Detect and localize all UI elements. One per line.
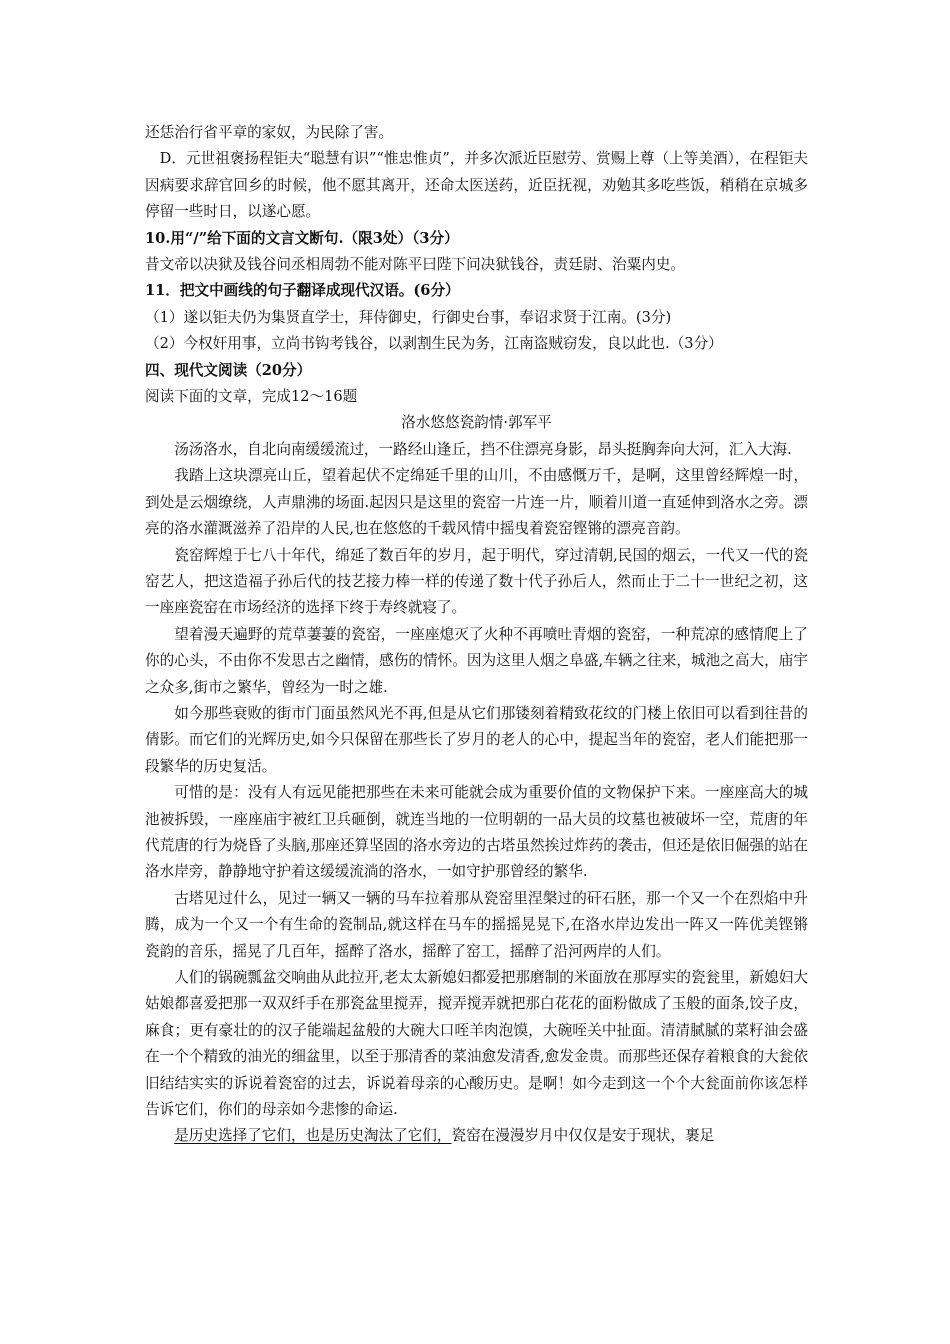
section-4-heading: 四、现代文阅读（20分） bbox=[145, 361, 312, 379]
page-content bbox=[145, 120, 808, 1150]
article-paragraph: 人们的锅碗瓢盆交响曲从此拉开,老太太新媳妇都爱把那磨制的米面放在那厚实的瓷瓮里，新媳妇大姑娘都喜爱把那一双双纤手在那瓷盆里搅弄，搅弄搅弄就把那白花花的面粉做成了玉般的面条,饺子皮，麻食；更有豪壮的的汉子能端起盆般的大碗大口咥羊肉泡馍，大碗咥关中扯面。清清腻腻的菜籽油会盛在一个个精致的油光的细盆里，以至于那清香的菜油愈发清香,愈发金贵。而那些还保存着粮食的大瓮依旧结结实实的诉说着瓷窑的过去，诉说着母亲的心酸历史。是啊！如今走到这一个个大瓮面前你该怎样告诉它们，你们的母亲如今悲惨的命运. bbox=[145, 969, 808, 1119]
option-d: D．元世祖褒扬程钜夫“聪慧有识”“惟忠惟贞”，并多次派近臣慰劳、赏赐上尊（上等美酒），在程钜夫因病要求辞官回乡的时候，他不愿其离开，还命太医送药，近臣抚视，劝勉其多吃些饭，稍稍在京城多停留一些时日，以遂心愿。 bbox=[145, 150, 808, 221]
article-paragraph: 我踏上这块漂亮山丘，望着起伏不定绵延千里的山川，不由感慨万千，是啊，这里曾经辉煌一时，到处是云烟缭绕，人声鼎沸的场面.起因只是这里的瓷窑一片连一片，顺着川道一直延伸到洛水之旁。漂亮的洛水灌溉滋养了沿岸的人民,也在悠悠的千载风情中摇曳着瓷窑铿锵的漂亮音韵。 bbox=[145, 467, 808, 538]
article-paragraph: 可惜的是：没有人有远见能把那些在未来可能就会成为重要价值的文物保护下来。一座座高大的城池被拆毁，一座座庙宇被红卫兵砸倒，就连当地的一位明朝的一品大员的坟墓也被破坏一空，荒唐的年代荒唐的行为烧昏了头脑,那座还算坚固的洛水旁边的古塔虽然挨过炸药的袭击，但还是依旧倔强的站在洛水岸旁，静静地守护着这缓缓流淌的洛水，一如守护那曾经的繁华. bbox=[145, 784, 808, 881]
underlined-sentence: 是历史选择了它们，也是历史淘汰了它们， bbox=[174, 1127, 452, 1145]
carry-over-line: 还恁治行省平章的家奴，为民除了害。 bbox=[145, 124, 394, 141]
question-10-text: 昔文帝以决狱及钱谷问丞相周勃不能对陈平曰陛下问决狱钱谷，责廷尉、治粟内史。 bbox=[145, 256, 685, 274]
article-paragraph: 如今那些衰败的街市门面虽然风光不再,但是从它们那镂刻着精致花纹的门楼上依旧可以看到往昔的倩影。而它们的光辉历史,如今只保留在那些长了岁月的老人的心中，提起当年的瓷窑，老人们能把那一段繁华的历史复活。 bbox=[145, 704, 808, 775]
article-paragraph: 古塔见过什么，见过一辆又一辆的马车拉着那从瓷窑里涅槃过的矸石胚，那一个又一个在烈焰中升腾，成为一个又一个有生命的瓷制品,就这样在马车的摇摇晃晃下,在洛水岸边发出一阵又一阵优美铿锵瓷韵的音乐，摇晃了几百年，摇醉了洛水，摇醉了窑工，摇醉了沿河两岸的人们。 bbox=[145, 889, 808, 960]
article-paragraph: 瓷窑辉煌于七八十年代，绵延了数百年的岁月，起于明代，穿过清朝,民国的烟云，一代又一代的瓷窑艺人，把这造福子孙后代的技艺接力棒一样的传递了数十代子孙后人，然而止于二十一世纪之初，这一座座瓷窑在市场经济的选择下终于寿终就寝了。 bbox=[145, 546, 808, 617]
article-paragraph: 望着漫天遍野的荒草萋萋的瓷窑，一座座熄灭了火种不再喷吐青烟的瓷窑，一种荒凉的感情爬上了你的心头，不由你不发思古之幽情，感伤的情怀。因为这里人烟之阜盛,车辆之往来，城池之高大，庙宇之众多,街市之繁华，曾经为一时之雄. bbox=[145, 625, 808, 696]
question-11-heading: 11．把文中画线的句子翻译成现代汉语。(6分） bbox=[145, 282, 460, 300]
question-11-item-2: （2）今权奸用事，立尚书钩考钱谷，以剥割生民为务，江南盗贼窃发，良以此也.（3分） bbox=[145, 335, 723, 353]
reading-instruction: 阅读下面的文章，完成12～16题 bbox=[145, 388, 358, 406]
question-11-item-1: （1）遂以钜夫仍为集贤直学士，拜侍御史，行御史台事，奉诏求贤于江南。(3分) bbox=[145, 308, 672, 326]
article-paragraph-last bbox=[145, 1123, 808, 1149]
paragraph-continuation: 瓷窑在漫漫岁月中仅仅是安于现状，裹足 bbox=[451, 1127, 715, 1145]
article-title: 洛水悠悠瓷韵情·郭军平 bbox=[401, 414, 552, 432]
article-paragraph: 汤汤洛水，自北向南缓缓流过，一路经山逢丘，挡不住漂亮身影，昂头挺胸奔向大河，汇入大海. bbox=[174, 440, 792, 458]
question-10-heading: 10.用“/”给下面的文言文断句.（限3处）（3分） bbox=[145, 229, 459, 247]
